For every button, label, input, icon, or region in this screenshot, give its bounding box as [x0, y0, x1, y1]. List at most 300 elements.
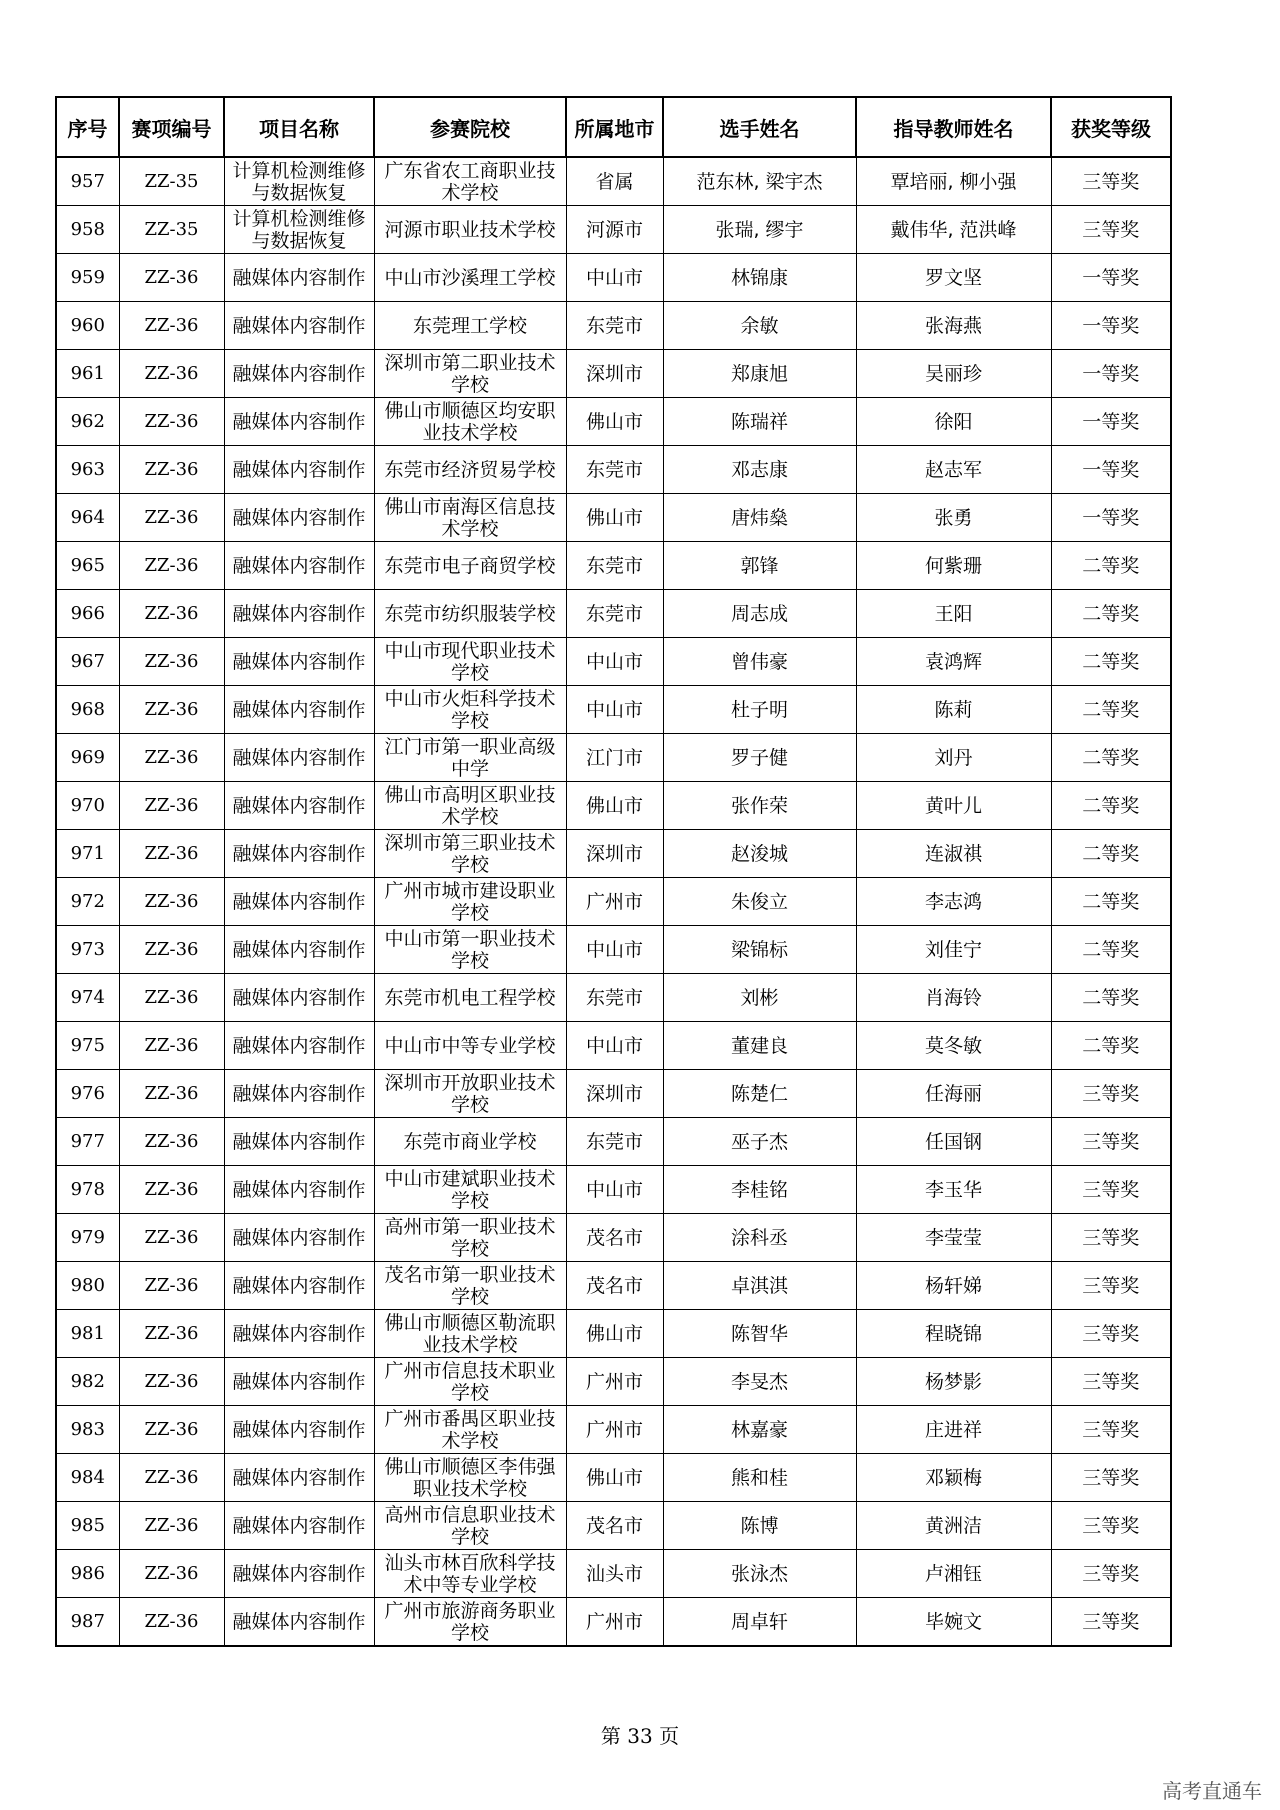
cell-project-name	[224, 1118, 374, 1166]
cell-seq: 974	[56, 974, 119, 1022]
cell-city: 佛山市	[566, 1310, 663, 1358]
cell-project-name-text: 融媒体内容制作	[232, 410, 366, 433]
cell-project-name-text: 融媒体内容制作	[232, 938, 366, 961]
cell-school-text: 东莞市机电工程学校	[384, 986, 556, 1009]
cell-teacher: 戴伟华, 范洪峰	[856, 206, 1051, 254]
cell-school-text: 广州市番禺区职业技术学校	[384, 1407, 556, 1452]
cell-event-code: ZZ-36	[119, 782, 224, 830]
cell-project-name	[224, 446, 374, 494]
cell-event-code: ZZ-36	[119, 974, 224, 1022]
table-row	[56, 590, 1171, 638]
cell-school	[374, 1502, 566, 1550]
cell-school-text: 深圳市第三职业技术学校	[384, 831, 556, 876]
cell-school-text: 中山市火炬科学技术学校	[384, 687, 556, 732]
table-body	[56, 157, 1171, 1646]
cell-seq: 965	[56, 542, 119, 590]
cell-teacher: 杨梦影	[856, 1358, 1051, 1406]
cell-award: 三等奖	[1051, 1214, 1171, 1262]
cell-city: 茂名市	[566, 1502, 663, 1550]
cell-school	[374, 1070, 566, 1118]
cell-contestant: 林锦康	[663, 254, 856, 302]
cell-contestant: 曾伟豪	[663, 638, 856, 686]
cell-award: 三等奖	[1051, 1262, 1171, 1310]
table-row	[56, 1550, 1171, 1598]
cell-project-name-text: 融媒体内容制作	[232, 1226, 366, 1249]
cell-seq: 976	[56, 1070, 119, 1118]
cell-school	[374, 638, 566, 686]
cell-award: 一等奖	[1051, 446, 1171, 494]
cell-city: 中山市	[566, 1022, 663, 1070]
cell-school-text: 中山市沙溪理工学校	[384, 266, 556, 289]
cell-project-name	[224, 1598, 374, 1647]
cell-city: 汕头市	[566, 1550, 663, 1598]
table-row	[56, 398, 1171, 446]
cell-school-text: 河源市职业技术学校	[384, 218, 556, 241]
cell-project-name-text: 融媒体内容制作	[232, 842, 366, 865]
cell-school	[374, 206, 566, 254]
cell-project-name-text: 融媒体内容制作	[232, 1610, 366, 1633]
cell-project-name	[224, 878, 374, 926]
cell-city: 中山市	[566, 638, 663, 686]
cell-school	[374, 1406, 566, 1454]
cell-school-text: 佛山市南海区信息技术学校	[384, 495, 556, 540]
cell-city: 中山市	[566, 1166, 663, 1214]
cell-city: 东莞市	[566, 974, 663, 1022]
watermark-text: 高考直通车	[1162, 1779, 1262, 1803]
cell-seq: 962	[56, 398, 119, 446]
cell-contestant: 张泳杰	[663, 1550, 856, 1598]
awards-table	[55, 96, 1172, 1647]
cell-teacher: 连淑祺	[856, 830, 1051, 878]
cell-contestant: 周志成	[663, 590, 856, 638]
cell-seq: 985	[56, 1502, 119, 1550]
cell-project-name	[224, 1358, 374, 1406]
cell-event-code: ZZ-36	[119, 1214, 224, 1262]
cell-school-text: 中山市第一职业技术学校	[384, 927, 556, 972]
cell-school	[374, 974, 566, 1022]
cell-teacher: 黄叶儿	[856, 782, 1051, 830]
cell-award: 三等奖	[1051, 1166, 1171, 1214]
table-row	[56, 926, 1171, 974]
cell-school-text: 东莞理工学校	[412, 314, 527, 337]
cell-seq: 982	[56, 1358, 119, 1406]
cell-project-name	[224, 1550, 374, 1598]
cell-school	[374, 686, 566, 734]
cell-city: 东莞市	[566, 446, 663, 494]
cell-event-code: ZZ-36	[119, 1022, 224, 1070]
cell-teacher: 覃培丽, 柳小强	[856, 157, 1051, 206]
table-row	[56, 1406, 1171, 1454]
cell-seq: 960	[56, 302, 119, 350]
cell-school	[374, 1262, 566, 1310]
cell-project-name	[224, 157, 374, 206]
cell-project-name	[224, 1070, 374, 1118]
cell-school-text: 佛山市顺德区均安职业技术学校	[384, 399, 556, 444]
cell-award: 二等奖	[1051, 590, 1171, 638]
cell-city: 深圳市	[566, 350, 663, 398]
cell-school-text: 佛山市顺德区勒流职业技术学校	[384, 1311, 556, 1356]
cell-contestant: 陈楚仁	[663, 1070, 856, 1118]
cell-project-name-text: 融媒体内容制作	[232, 890, 366, 913]
cell-school-text: 高州市信息职业技术学校	[384, 1503, 556, 1548]
cell-school	[374, 542, 566, 590]
cell-award: 二等奖	[1051, 878, 1171, 926]
cell-event-code: ZZ-36	[119, 446, 224, 494]
cell-school	[374, 1166, 566, 1214]
header-award: 获奖等级	[1051, 97, 1171, 157]
cell-contestant: 郑康旭	[663, 350, 856, 398]
cell-project-name-text: 融媒体内容制作	[232, 1322, 366, 1345]
cell-city: 东莞市	[566, 1118, 663, 1166]
cell-contestant: 陈博	[663, 1502, 856, 1550]
cell-event-code: ZZ-36	[119, 1550, 224, 1598]
cell-contestant: 董建良	[663, 1022, 856, 1070]
cell-seq: 957	[56, 157, 119, 206]
cell-school-text: 东莞市商业学校	[403, 1130, 537, 1153]
cell-city: 中山市	[566, 254, 663, 302]
cell-city: 茂名市	[566, 1262, 663, 1310]
cell-event-code: ZZ-36	[119, 926, 224, 974]
cell-teacher: 任海丽	[856, 1070, 1051, 1118]
cell-school	[374, 590, 566, 638]
cell-project-name-text: 融媒体内容制作	[232, 698, 366, 721]
cell-event-code: ZZ-36	[119, 398, 224, 446]
cell-project-name-text: 计算机检测维修与数据恢复	[232, 207, 366, 252]
cell-city: 广州市	[566, 878, 663, 926]
cell-award: 三等奖	[1051, 1550, 1171, 1598]
cell-event-code: ZZ-36	[119, 1118, 224, 1166]
cell-teacher: 庄进祥	[856, 1406, 1051, 1454]
cell-event-code: ZZ-36	[119, 350, 224, 398]
header-project-name: 项目名称	[224, 97, 374, 157]
cell-city: 佛山市	[566, 494, 663, 542]
cell-school	[374, 350, 566, 398]
table-row	[56, 350, 1171, 398]
cell-school	[374, 734, 566, 782]
cell-project-name-text: 融媒体内容制作	[232, 1130, 366, 1153]
cell-school	[374, 446, 566, 494]
cell-project-name	[224, 1454, 374, 1502]
cell-event-code: ZZ-36	[119, 1166, 224, 1214]
table-row	[56, 1118, 1171, 1166]
cell-contestant: 李旻杰	[663, 1358, 856, 1406]
table-row	[56, 1166, 1171, 1214]
cell-project-name-text: 融媒体内容制作	[232, 458, 366, 481]
cell-project-name-text: 融媒体内容制作	[232, 554, 366, 577]
cell-award: 二等奖	[1051, 926, 1171, 974]
cell-school-text: 广州市信息技术职业学校	[384, 1359, 556, 1404]
cell-project-name	[224, 1166, 374, 1214]
table-row	[56, 1454, 1171, 1502]
cell-award: 二等奖	[1051, 686, 1171, 734]
cell-contestant: 涂科丞	[663, 1214, 856, 1262]
cell-project-name-text: 融媒体内容制作	[232, 506, 366, 529]
cell-city: 广州市	[566, 1598, 663, 1647]
cell-award: 三等奖	[1051, 206, 1171, 254]
cell-school-text: 汕头市林百欣科学技术中等专业学校	[384, 1551, 556, 1596]
cell-school	[374, 157, 566, 206]
cell-seq: 964	[56, 494, 119, 542]
cell-award: 三等奖	[1051, 1118, 1171, 1166]
cell-project-name	[224, 1406, 374, 1454]
header-teacher: 指导教师姓名	[856, 97, 1051, 157]
cell-contestant: 朱俊立	[663, 878, 856, 926]
cell-city: 佛山市	[566, 1454, 663, 1502]
cell-school-text: 东莞市经济贸易学校	[384, 458, 556, 481]
cell-contestant: 余敏	[663, 302, 856, 350]
table-row	[56, 782, 1171, 830]
cell-event-code: ZZ-36	[119, 1454, 224, 1502]
cell-event-code: ZZ-36	[119, 1358, 224, 1406]
cell-seq: 975	[56, 1022, 119, 1070]
cell-teacher: 袁鸿辉	[856, 638, 1051, 686]
cell-project-name	[224, 974, 374, 1022]
cell-teacher: 杨轩娣	[856, 1262, 1051, 1310]
cell-project-name	[224, 494, 374, 542]
table-row	[56, 1070, 1171, 1118]
cell-event-code: ZZ-36	[119, 686, 224, 734]
cell-contestant: 张作荣	[663, 782, 856, 830]
table-row	[56, 542, 1171, 590]
cell-project-name	[224, 350, 374, 398]
cell-school-text: 中山市中等专业学校	[384, 1034, 556, 1057]
cell-school-text: 江门市第一职业高级中学	[384, 735, 556, 780]
cell-city: 江门市	[566, 734, 663, 782]
cell-project-name-text: 融媒体内容制作	[232, 1082, 366, 1105]
cell-seq: 959	[56, 254, 119, 302]
cell-teacher: 何紫珊	[856, 542, 1051, 590]
cell-city: 河源市	[566, 206, 663, 254]
cell-award: 三等奖	[1051, 1406, 1171, 1454]
cell-award: 二等奖	[1051, 542, 1171, 590]
cell-seq: 984	[56, 1454, 119, 1502]
table-row	[56, 206, 1171, 254]
cell-project-name	[224, 1022, 374, 1070]
cell-contestant: 巫子杰	[663, 1118, 856, 1166]
cell-city: 深圳市	[566, 1070, 663, 1118]
cell-seq: 983	[56, 1406, 119, 1454]
cell-award: 三等奖	[1051, 1070, 1171, 1118]
cell-city: 广州市	[566, 1406, 663, 1454]
cell-project-name-text: 融媒体内容制作	[232, 986, 366, 1009]
cell-teacher: 陈莉	[856, 686, 1051, 734]
table-row	[56, 830, 1171, 878]
cell-project-name-text: 融媒体内容制作	[232, 314, 366, 337]
cell-project-name	[224, 590, 374, 638]
cell-award: 三等奖	[1051, 1598, 1171, 1647]
cell-project-name-text: 融媒体内容制作	[232, 1034, 366, 1057]
table-row	[56, 1358, 1171, 1406]
table-row	[56, 734, 1171, 782]
cell-project-name-text: 融媒体内容制作	[232, 1274, 366, 1297]
table-row	[56, 494, 1171, 542]
cell-school-text: 中山市建斌职业技术学校	[384, 1167, 556, 1212]
cell-school	[374, 1358, 566, 1406]
cell-event-code: ZZ-36	[119, 1598, 224, 1647]
cell-award: 一等奖	[1051, 254, 1171, 302]
cell-award: 二等奖	[1051, 1022, 1171, 1070]
cell-teacher: 黄洲洁	[856, 1502, 1051, 1550]
cell-teacher: 吴丽珍	[856, 350, 1051, 398]
cell-project-name	[224, 254, 374, 302]
cell-school-text: 佛山市顺德区李伟强职业技术学校	[384, 1455, 556, 1500]
cell-city: 中山市	[566, 686, 663, 734]
cell-city: 中山市	[566, 926, 663, 974]
cell-event-code: ZZ-36	[119, 1502, 224, 1550]
cell-event-code: ZZ-36	[119, 254, 224, 302]
cell-seq: 973	[56, 926, 119, 974]
cell-contestant: 李桂铭	[663, 1166, 856, 1214]
cell-project-name-text: 计算机检测维修与数据恢复	[232, 159, 366, 204]
cell-teacher: 王阳	[856, 590, 1051, 638]
cell-contestant: 刘彬	[663, 974, 856, 1022]
cell-contestant: 卓淇淇	[663, 1262, 856, 1310]
table-row	[56, 974, 1171, 1022]
cell-seq: 971	[56, 830, 119, 878]
cell-project-name-text: 融媒体内容制作	[232, 1418, 366, 1441]
cell-seq: 980	[56, 1262, 119, 1310]
header-seq: 序号	[56, 97, 119, 157]
cell-project-name-text: 融媒体内容制作	[232, 602, 366, 625]
cell-teacher: 徐阳	[856, 398, 1051, 446]
cell-school-text: 广州市城市建设职业学校	[384, 879, 556, 924]
cell-award: 二等奖	[1051, 734, 1171, 782]
table-row	[56, 1214, 1171, 1262]
cell-teacher: 罗文坚	[856, 254, 1051, 302]
cell-event-code: ZZ-36	[119, 302, 224, 350]
header-contestant: 选手姓名	[663, 97, 856, 157]
cell-contestant: 张瑞, 缪宇	[663, 206, 856, 254]
cell-award: 三等奖	[1051, 1358, 1171, 1406]
cell-seq: 987	[56, 1598, 119, 1647]
cell-school-text: 广东省农工商职业技术学校	[384, 159, 556, 204]
header-city: 所属地市	[566, 97, 663, 157]
header-school: 参赛院校	[374, 97, 566, 157]
cell-contestant: 罗子健	[663, 734, 856, 782]
cell-seq: 981	[56, 1310, 119, 1358]
cell-seq: 958	[56, 206, 119, 254]
cell-contestant: 郭锋	[663, 542, 856, 590]
cell-project-name	[224, 830, 374, 878]
cell-project-name	[224, 1262, 374, 1310]
cell-project-name	[224, 926, 374, 974]
cell-teacher: 李玉华	[856, 1166, 1051, 1214]
cell-award: 三等奖	[1051, 1502, 1171, 1550]
cell-award: 一等奖	[1051, 350, 1171, 398]
cell-seq: 972	[56, 878, 119, 926]
cell-seq: 979	[56, 1214, 119, 1262]
cell-project-name-text: 融媒体内容制作	[232, 1370, 366, 1393]
cell-project-name	[224, 1310, 374, 1358]
cell-project-name	[224, 1502, 374, 1550]
cell-award: 三等奖	[1051, 1454, 1171, 1502]
cell-event-code: ZZ-35	[119, 206, 224, 254]
cell-contestant: 唐炜燊	[663, 494, 856, 542]
cell-school	[374, 782, 566, 830]
page-number: 第 33 页	[600, 1724, 680, 1748]
cell-school	[374, 254, 566, 302]
cell-school-text: 东莞市纺织服装学校	[384, 602, 556, 625]
table-row	[56, 302, 1171, 350]
cell-event-code: ZZ-36	[119, 1406, 224, 1454]
cell-event-code: ZZ-36	[119, 638, 224, 686]
cell-event-code: ZZ-36	[119, 542, 224, 590]
cell-event-code: ZZ-36	[119, 830, 224, 878]
cell-teacher: 邓颖梅	[856, 1454, 1051, 1502]
table-row	[56, 157, 1171, 206]
cell-teacher: 任国钢	[856, 1118, 1051, 1166]
cell-contestant: 梁锦标	[663, 926, 856, 974]
cell-seq: 967	[56, 638, 119, 686]
cell-award: 二等奖	[1051, 782, 1171, 830]
cell-contestant: 杜子明	[663, 686, 856, 734]
cell-school-text: 茂名市第一职业技术学校	[384, 1263, 556, 1308]
cell-event-code: ZZ-35	[119, 157, 224, 206]
table-row	[56, 638, 1171, 686]
cell-project-name	[224, 542, 374, 590]
cell-city: 茂名市	[566, 1214, 663, 1262]
cell-project-name	[224, 782, 374, 830]
cell-seq: 970	[56, 782, 119, 830]
cell-seq: 961	[56, 350, 119, 398]
table-row	[56, 254, 1171, 302]
cell-project-name	[224, 302, 374, 350]
cell-city: 深圳市	[566, 830, 663, 878]
cell-city: 东莞市	[566, 590, 663, 638]
cell-school	[374, 398, 566, 446]
cell-project-name-text: 融媒体内容制作	[232, 1514, 366, 1537]
cell-award: 一等奖	[1051, 302, 1171, 350]
cell-teacher: 李志鸿	[856, 878, 1051, 926]
cell-school-text: 深圳市开放职业技术学校	[384, 1071, 556, 1116]
cell-project-name-text: 融媒体内容制作	[232, 266, 366, 289]
cell-city: 东莞市	[566, 542, 663, 590]
table-header-row	[56, 97, 1171, 157]
cell-project-name-text: 融媒体内容制作	[232, 650, 366, 673]
cell-contestant: 熊和桂	[663, 1454, 856, 1502]
cell-event-code: ZZ-36	[119, 1262, 224, 1310]
cell-seq: 977	[56, 1118, 119, 1166]
table-row	[56, 1598, 1171, 1647]
cell-event-code: ZZ-36	[119, 734, 224, 782]
cell-event-code: ZZ-36	[119, 494, 224, 542]
cell-award: 一等奖	[1051, 494, 1171, 542]
cell-project-name	[224, 206, 374, 254]
cell-school-text: 佛山市高明区职业技术学校	[384, 783, 556, 828]
cell-teacher: 莫冬敏	[856, 1022, 1051, 1070]
cell-project-name-text: 融媒体内容制作	[232, 794, 366, 817]
cell-school	[374, 926, 566, 974]
table-row	[56, 446, 1171, 494]
cell-school	[374, 1214, 566, 1262]
cell-teacher: 刘佳宁	[856, 926, 1051, 974]
cell-school	[374, 1310, 566, 1358]
table-row	[56, 1022, 1171, 1070]
cell-project-name-text: 融媒体内容制作	[232, 1178, 366, 1201]
cell-city: 广州市	[566, 1358, 663, 1406]
cell-city: 佛山市	[566, 782, 663, 830]
cell-award: 三等奖	[1051, 157, 1171, 206]
cell-contestant: 赵浚城	[663, 830, 856, 878]
cell-award: 二等奖	[1051, 974, 1171, 1022]
cell-event-code: ZZ-36	[119, 1310, 224, 1358]
cell-seq: 966	[56, 590, 119, 638]
cell-project-name	[224, 734, 374, 782]
cell-teacher: 张海燕	[856, 302, 1051, 350]
cell-school	[374, 302, 566, 350]
cell-award: 二等奖	[1051, 638, 1171, 686]
cell-contestant: 陈智华	[663, 1310, 856, 1358]
